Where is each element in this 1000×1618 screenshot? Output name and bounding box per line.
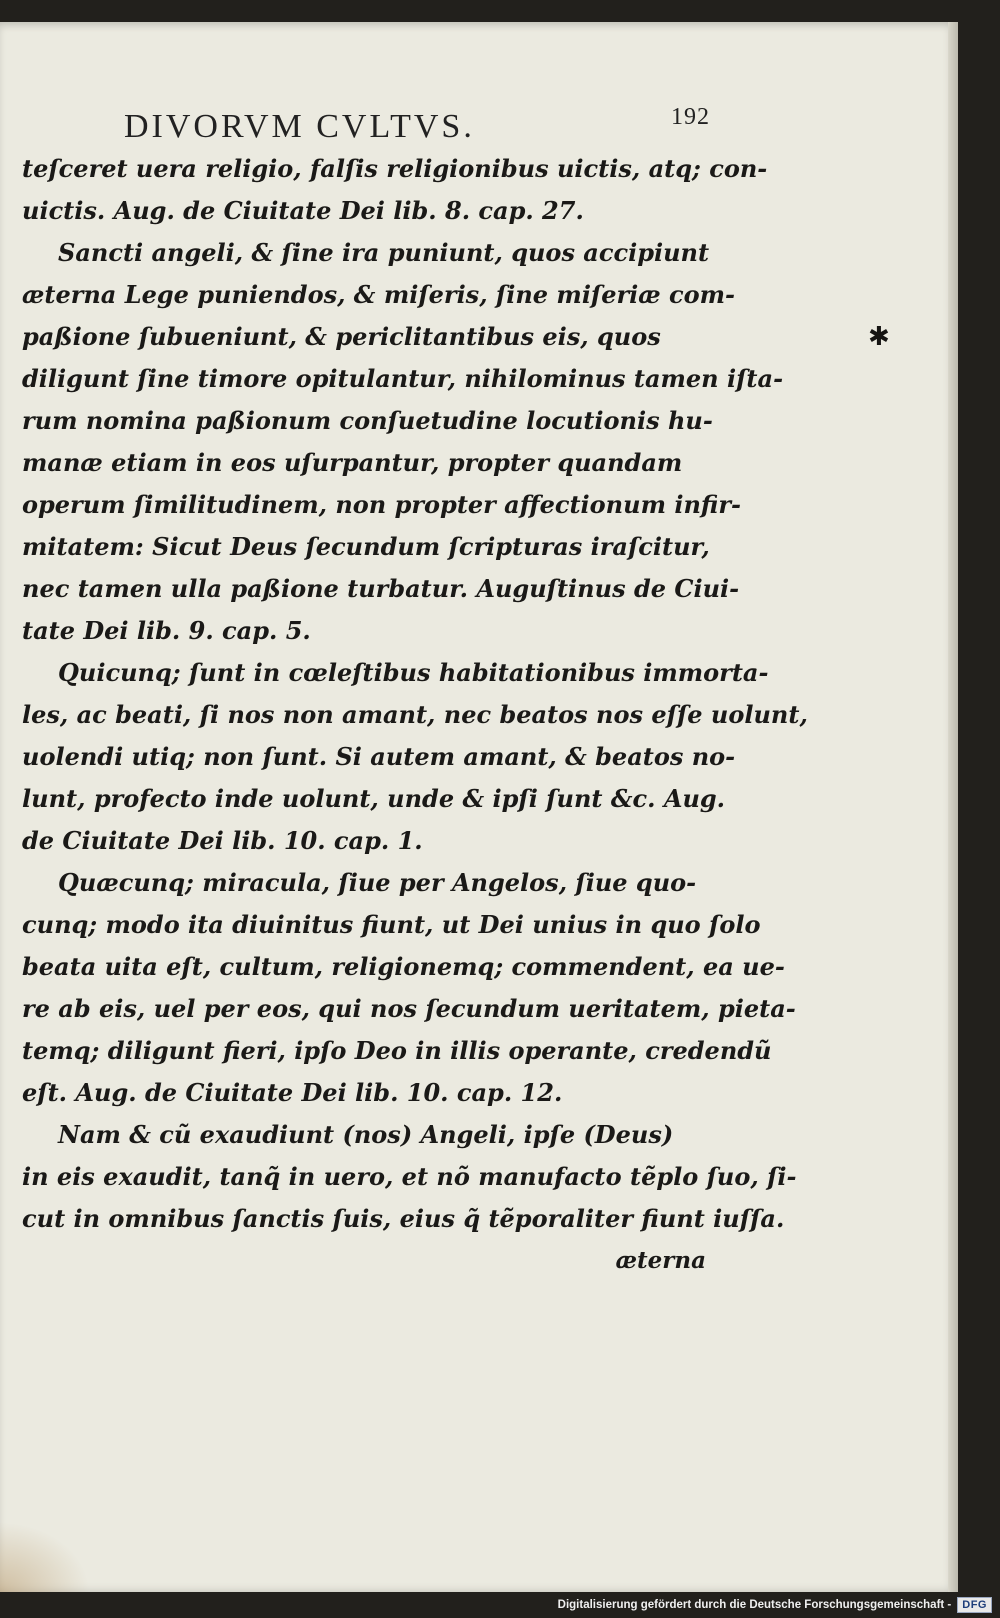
text-line: Quicunq; ſunt in cœleſtibus habitationibus immorta- xyxy=(58,658,769,687)
text-line: uolendi utiq; non ſunt. Si autem amant, & beatos no- xyxy=(22,742,736,771)
text-line: teſceret uera religio, falſis religionibus uictis, atq; con- xyxy=(22,154,768,183)
text-line: beata uita eſt, cultum, religionemq; commendent, ea ue- xyxy=(22,952,785,981)
text-line: nec tamen ulla paßione turbatur. Auguſtinus de Ciui- xyxy=(22,574,740,603)
running-head xyxy=(22,94,712,148)
text-line: lunt, profecto inde uolunt, unde & ipſi ſunt &c. Aug. xyxy=(22,784,726,813)
text-line: paßione ſubueniunt, & periclitantibus eis, quos xyxy=(22,322,661,351)
margin-mark: ✱ xyxy=(868,322,890,352)
running-title: DIVORVM CVLTVS. xyxy=(124,108,475,145)
text-line: manæ etiam in eos uſurpantur, propter quandam xyxy=(22,448,683,477)
catchword: æterna xyxy=(615,1247,706,1274)
dfg-logo: DFG xyxy=(957,1597,992,1613)
book-page xyxy=(0,22,958,1592)
text-line: cut in omnibus ſanctis ſuis, eius q̃ tẽporaliter fiunt iuſſa. xyxy=(22,1204,785,1233)
text-line: temq; diligunt fieri, ipſo Deo in illis operante, credendũ xyxy=(22,1036,772,1065)
dfg-footer xyxy=(558,1594,992,1616)
text-line: les, ac beati, ſi nos non amant, nec beatos nos eſſe uolunt, xyxy=(22,700,808,729)
text-line: Nam & cũ exaudiunt (nos) Angeli, ipſe (Deus) xyxy=(58,1120,674,1149)
text-line: mitatem: Sicut Deus ſecundum ſcripturas iraſcitur, xyxy=(22,532,710,561)
text-line: Quæcunq; miracula, ſiue per Angelos, ſiue quo- xyxy=(58,868,697,897)
text-block xyxy=(22,94,808,1282)
text-line: in eis exaudit, tanq̃ in uero, et nõ manufacto tẽplo ſuo, ſi- xyxy=(22,1162,797,1191)
text-line: rum nomina paßionum conſuetudine locutionis hu- xyxy=(22,406,713,435)
page-edge xyxy=(948,22,958,1592)
text-line: re ab eis, uel per eos, qui nos ſecundum ueritatem, pieta- xyxy=(22,994,796,1023)
text-line: tate Dei lib. 9. cap. 5. xyxy=(22,616,311,645)
text-line: operum ſimilitudinem, non propter affectionum infir- xyxy=(22,490,741,519)
text-line: de Ciuitate Dei lib. 10. cap. 1. xyxy=(22,826,423,855)
paper-stain xyxy=(0,1522,90,1592)
text-line: eſt. Aug. de Ciuitate Dei lib. 10. cap. 12. xyxy=(22,1078,563,1107)
text-line: diligunt ſine timore opitulantur, nihilominus tamen iſta- xyxy=(22,364,784,393)
text-line: uictis. Aug. de Ciuitate Dei lib. 8. cap. 27. xyxy=(22,196,584,225)
page-number: 192 xyxy=(671,104,710,130)
text-line: cunq; modo ita diuinitus fiunt, ut Dei unius in quo ſolo xyxy=(22,910,761,939)
funding-credit: Digitalisierung gefördert durch die Deutsche Forschungsgemeinschaft - xyxy=(557,1599,952,1611)
text-line: Sancti angeli, & ſine ira puniunt, quos accipiunt xyxy=(58,238,710,267)
text-line: æterna Lege puniendos, & miſeris, ſine miſeriæ com- xyxy=(22,280,735,309)
